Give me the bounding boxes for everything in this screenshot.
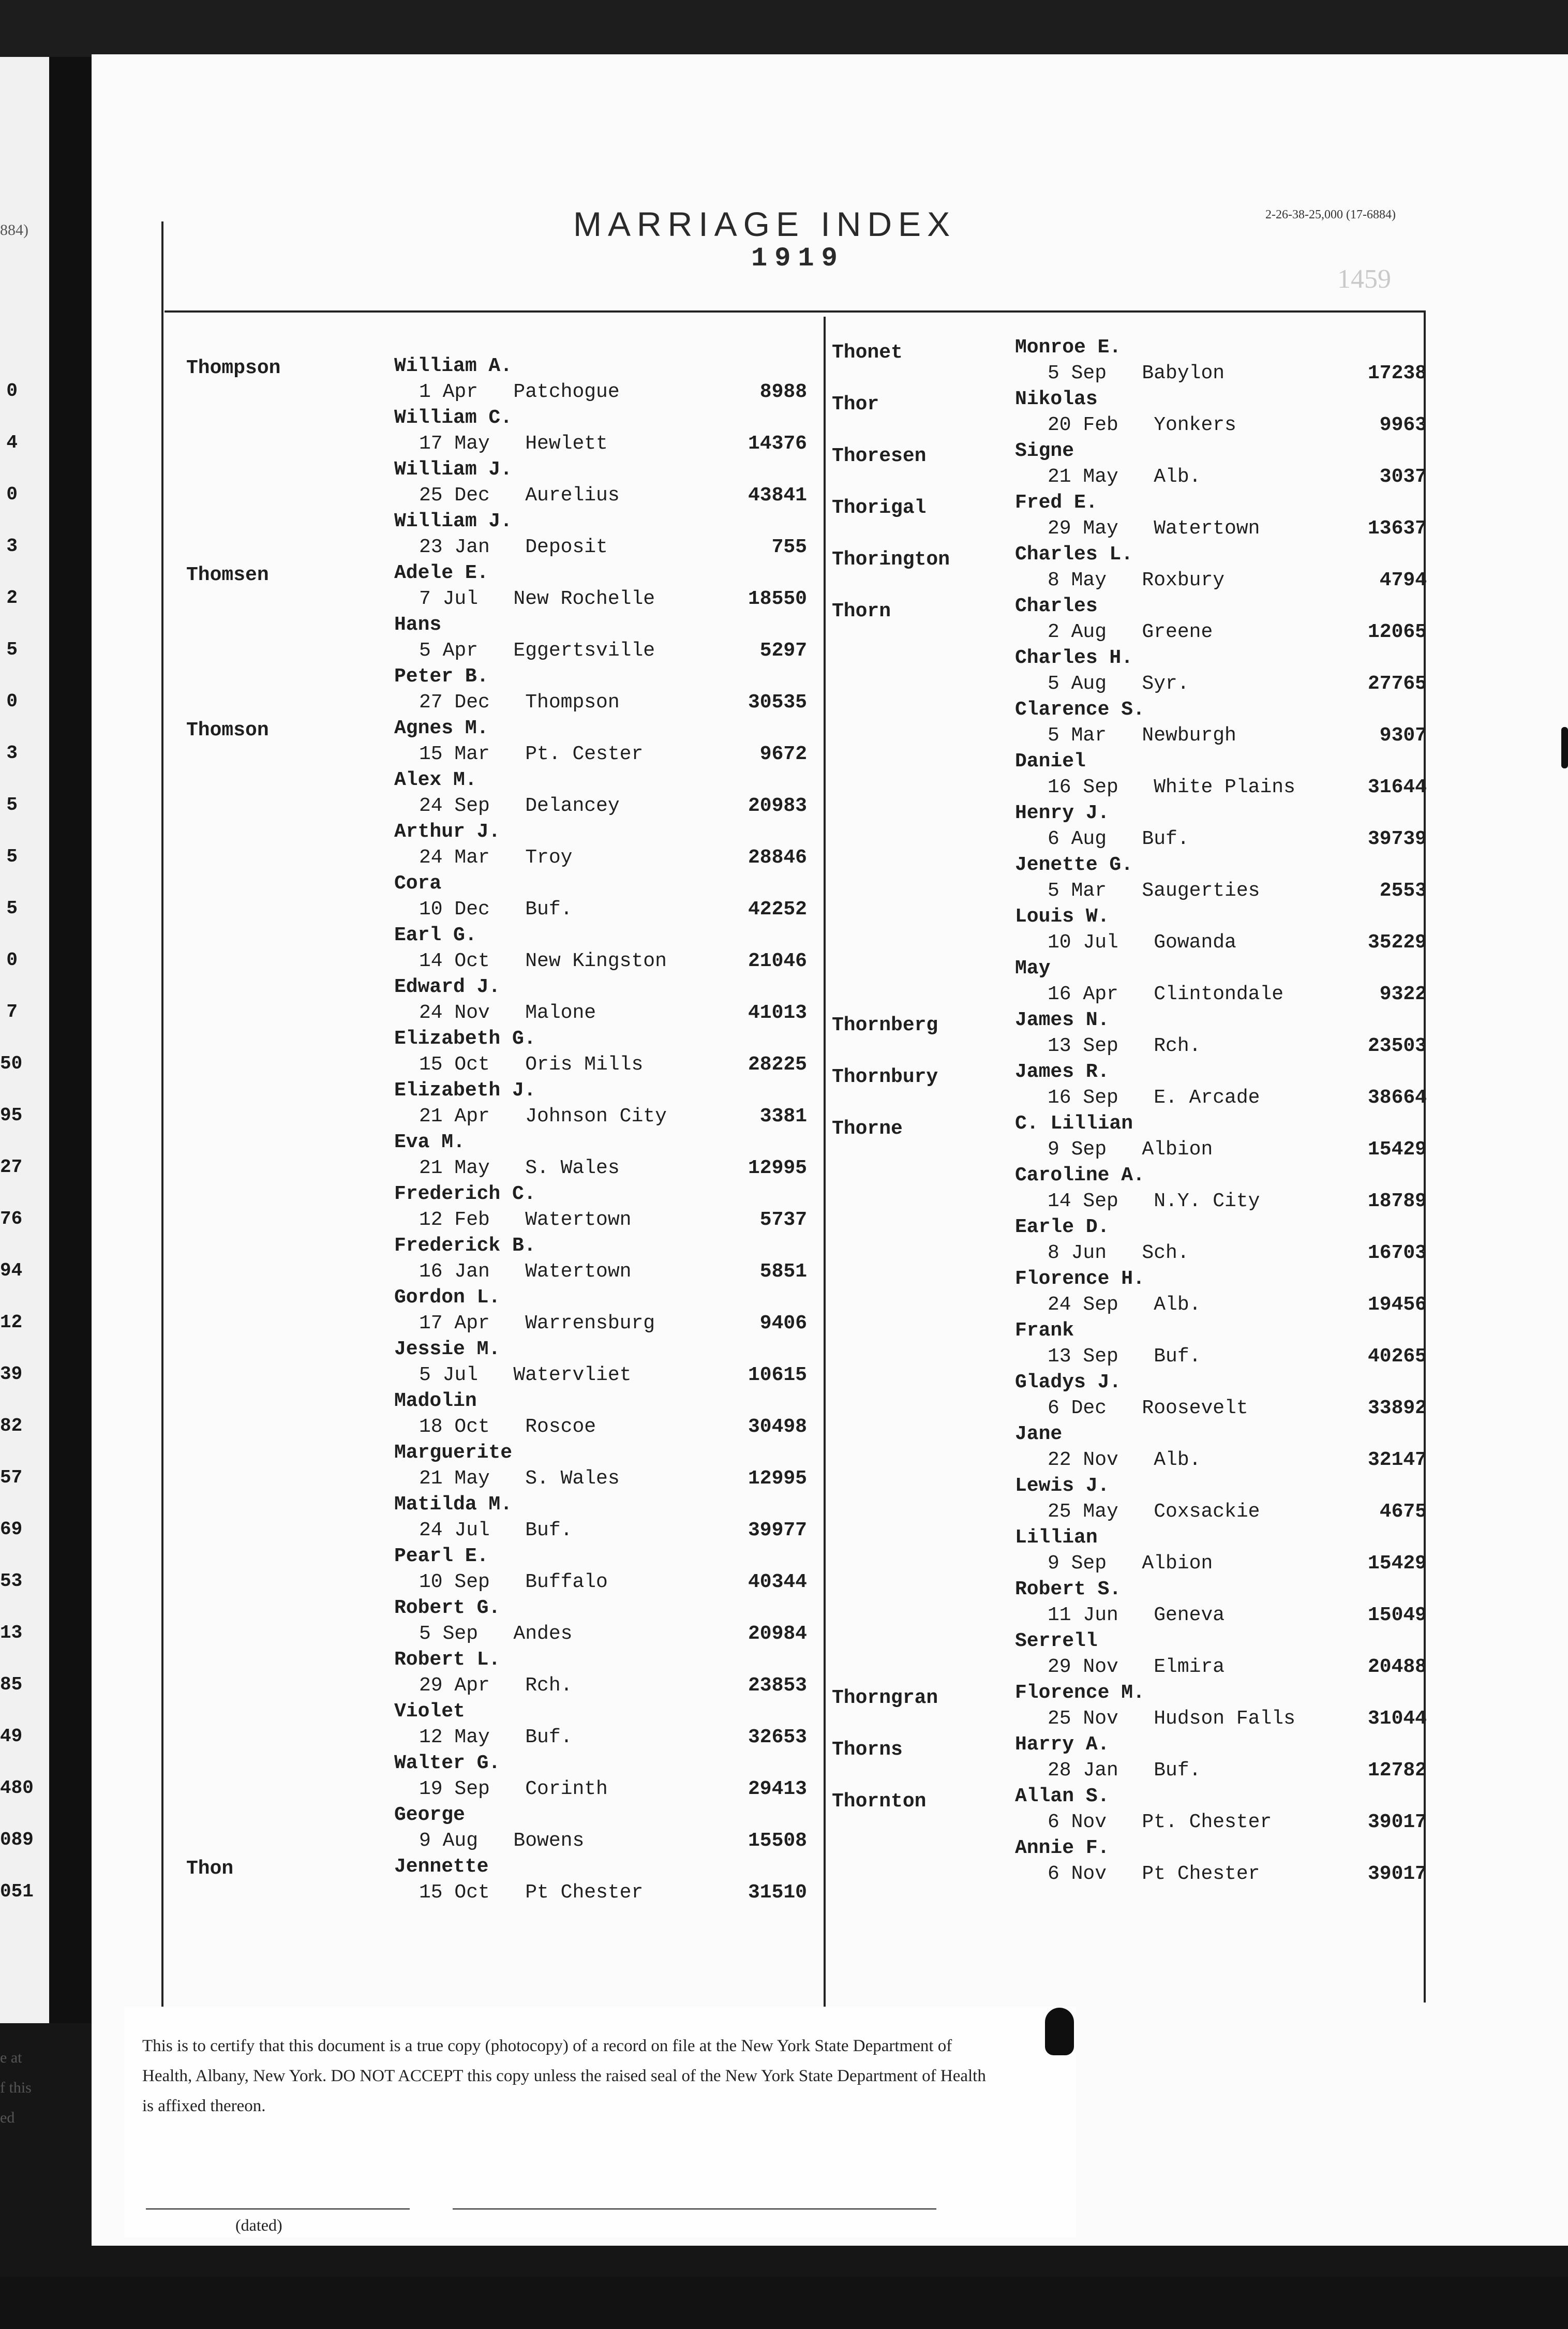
entry-surname: Thornton bbox=[832, 1790, 927, 1813]
entry-date-place: 24 Sep Alb. bbox=[1048, 1294, 1201, 1316]
entry-date-place: 13 Sep Rch. bbox=[1048, 1035, 1201, 1057]
entry-date-place: 20 Feb Yonkers bbox=[1048, 414, 1236, 436]
entry-date-place: 24 Nov Malone bbox=[419, 1002, 596, 1024]
entry-date-place: 11 Jun Geneva bbox=[1048, 1604, 1225, 1626]
entry-certificate-number: 31644 bbox=[1367, 776, 1427, 798]
entry-surname: Thomson bbox=[186, 719, 269, 741]
entry-given-name: Peter B. bbox=[394, 665, 489, 688]
entry-date-place: 12 Feb Watertown bbox=[419, 1209, 632, 1231]
previous-page-number: 7 bbox=[6, 1001, 18, 1022]
entry-given-name: Gladys J. bbox=[1015, 1371, 1122, 1393]
column-divider bbox=[824, 317, 826, 2024]
entry-date-place: 6 Dec Roosevelt bbox=[1048, 1397, 1248, 1419]
previous-page-number: 0 bbox=[6, 691, 18, 712]
entry-certificate-number: 28846 bbox=[748, 847, 807, 869]
entry-surname: Thomsen bbox=[186, 564, 269, 586]
previous-page-number: 69 bbox=[0, 1519, 23, 1540]
entry-date-place: 23 Jan Deposit bbox=[419, 536, 608, 558]
entry-certificate-number: 15429 bbox=[1367, 1552, 1427, 1575]
previous-page-number: 480 bbox=[0, 1777, 34, 1799]
entry-certificate-number: 4675 bbox=[1379, 1501, 1427, 1523]
entry-certificate-number: 9322 bbox=[1379, 983, 1427, 1005]
entry-surname: Thorn bbox=[832, 600, 891, 622]
entry-given-name: Lewis J. bbox=[1015, 1475, 1110, 1497]
previous-page-number: 95 bbox=[0, 1105, 23, 1126]
entry-certificate-number: 3037 bbox=[1379, 466, 1427, 488]
entry-certificate-number: 9672 bbox=[759, 743, 807, 765]
previous-page-number: 2 bbox=[6, 587, 18, 609]
entry-given-name: George bbox=[394, 1804, 465, 1826]
previous-page-number: 49 bbox=[0, 1726, 23, 1747]
entry-surname: Thorne bbox=[832, 1118, 903, 1140]
entry-given-name: Walter G. bbox=[394, 1752, 501, 1774]
form-code: 2-26-38-25,000 (17-6884) bbox=[1265, 208, 1396, 221]
entry-certificate-number: 41013 bbox=[748, 1002, 807, 1024]
previous-page-number: 57 bbox=[0, 1467, 23, 1488]
left-border-rule bbox=[161, 221, 163, 2022]
entry-surname: Thonet bbox=[832, 342, 903, 364]
entry-date-place: 13 Sep Buf. bbox=[1048, 1345, 1201, 1368]
previous-page-form-fragment: 884) bbox=[0, 221, 28, 239]
entry-certificate-number: 20983 bbox=[748, 795, 807, 817]
entry-given-name: William A. bbox=[394, 355, 513, 377]
entry-given-name: Frank bbox=[1015, 1319, 1074, 1342]
entry-certificate-number: 32653 bbox=[748, 1726, 807, 1748]
entry-certificate-number: 43841 bbox=[748, 484, 807, 507]
entry-certificate-number: 21046 bbox=[748, 950, 807, 972]
entry-given-name: Eva M. bbox=[394, 1131, 465, 1153]
entry-certificate-number: 8988 bbox=[759, 381, 807, 403]
entry-date-place: 5 Apr Eggertsville bbox=[419, 640, 655, 662]
entry-date-place: 16 Apr Clintondale bbox=[1048, 983, 1284, 1005]
entry-date-place: 17 May Hewlett bbox=[419, 433, 608, 455]
entry-date-place: 29 May Watertown bbox=[1048, 517, 1260, 540]
entry-surname: Thornbury bbox=[832, 1066, 938, 1088]
previous-page-number: 3 bbox=[6, 536, 18, 557]
page-number-stamp: 1459 bbox=[1337, 264, 1391, 294]
entry-date-place: 21 May Alb. bbox=[1048, 466, 1201, 488]
entry-certificate-number: 19456 bbox=[1367, 1294, 1427, 1316]
entry-date-place: 18 Oct Roscoe bbox=[419, 1416, 596, 1438]
entry-date-place: 8 May Roxbury bbox=[1048, 569, 1225, 591]
entry-given-name: Allan S. bbox=[1015, 1785, 1110, 1807]
entry-certificate-number: 32147 bbox=[1367, 1449, 1427, 1471]
entry-given-name: Edward J. bbox=[394, 976, 501, 998]
entry-certificate-number: 31510 bbox=[748, 1881, 807, 1904]
entry-given-name: Cora bbox=[394, 872, 442, 895]
entry-given-name: Monroe E. bbox=[1015, 336, 1122, 359]
entry-certificate-number: 14376 bbox=[748, 433, 807, 455]
entry-date-place: 5 Jul Watervliet bbox=[419, 1364, 632, 1386]
entry-certificate-number: 16703 bbox=[1367, 1242, 1427, 1264]
entry-given-name: William C. bbox=[394, 407, 513, 429]
entry-date-place: 29 Nov Elmira bbox=[1048, 1656, 1225, 1678]
entry-date-place: 24 Mar Troy bbox=[419, 847, 573, 869]
entry-given-name: James R. bbox=[1015, 1061, 1110, 1083]
entry-date-place: 21 May S. Wales bbox=[419, 1467, 620, 1490]
entry-given-name: Lillian bbox=[1015, 1526, 1098, 1549]
entry-given-name: Elizabeth J. bbox=[394, 1079, 536, 1102]
entry-certificate-number: 5737 bbox=[759, 1209, 807, 1231]
entry-certificate-number: 20984 bbox=[748, 1623, 807, 1645]
previous-page-number: 85 bbox=[0, 1674, 23, 1695]
entry-certificate-number: 12995 bbox=[748, 1157, 807, 1179]
entry-given-name: C. Lillian bbox=[1015, 1112, 1133, 1135]
entry-certificate-number: 18789 bbox=[1367, 1190, 1427, 1212]
entry-certificate-number: 42252 bbox=[748, 898, 807, 921]
entry-given-name: Harry A. bbox=[1015, 1733, 1110, 1756]
entry-given-name: Violet bbox=[394, 1700, 465, 1723]
dated-signature-line bbox=[146, 2208, 410, 2209]
entry-date-place: 25 May Coxsackie bbox=[1048, 1501, 1260, 1523]
previous-page-number: 3 bbox=[6, 743, 18, 764]
entry-surname: Thompson bbox=[186, 357, 281, 379]
previous-page-number: 39 bbox=[0, 1363, 23, 1385]
entry-given-name: Robert G. bbox=[394, 1597, 501, 1619]
signature-line bbox=[453, 2208, 936, 2209]
entry-date-place: 2 Aug Greene bbox=[1048, 621, 1213, 643]
entry-certificate-number: 30498 bbox=[748, 1416, 807, 1438]
entry-given-name: Robert S. bbox=[1015, 1578, 1122, 1600]
entry-certificate-number: 12782 bbox=[1367, 1759, 1427, 1782]
entry-given-name: Marguerite bbox=[394, 1442, 513, 1464]
previous-page-number: 94 bbox=[0, 1260, 23, 1281]
entry-given-name: Florence M. bbox=[1015, 1682, 1145, 1704]
entry-certificate-number: 9307 bbox=[1379, 724, 1427, 747]
entry-certificate-number: 15429 bbox=[1367, 1138, 1427, 1161]
entry-given-name: Jane bbox=[1015, 1423, 1063, 1445]
entry-date-place: 10 Sep Buffalo bbox=[419, 1571, 608, 1593]
entry-date-place: 29 Apr Rch. bbox=[419, 1674, 573, 1697]
entry-certificate-number: 31044 bbox=[1367, 1708, 1427, 1730]
entry-certificate-number: 755 bbox=[771, 536, 807, 558]
entry-certificate-number: 38664 bbox=[1367, 1087, 1427, 1109]
entry-date-place: 10 Dec Buf. bbox=[419, 898, 573, 921]
entry-date-place: 6 Nov Pt. Chester bbox=[1048, 1811, 1272, 1833]
previous-page-number: 0 bbox=[6, 380, 18, 402]
entry-date-place: 5 Mar Saugerties bbox=[1048, 880, 1260, 902]
entry-given-name: James N. bbox=[1015, 1009, 1110, 1031]
entry-given-name: Annie F. bbox=[1015, 1837, 1110, 1859]
entry-certificate-number: 30535 bbox=[748, 691, 807, 714]
scan-background-top bbox=[0, 0, 1568, 57]
entry-date-place: 9 Aug Bowens bbox=[419, 1830, 585, 1852]
previous-page-cert-fragment: f this bbox=[0, 2079, 32, 2096]
entry-date-place: 16 Jan Watertown bbox=[419, 1260, 632, 1283]
entry-given-name: Hans bbox=[394, 614, 442, 636]
entry-date-place: 5 Sep Andes bbox=[419, 1623, 573, 1645]
entry-certificate-number: 15049 bbox=[1367, 1604, 1427, 1626]
entry-given-name: Nikolas bbox=[1015, 388, 1098, 410]
entry-date-place: 16 Sep White Plains bbox=[1048, 776, 1295, 798]
entry-certificate-number: 13637 bbox=[1367, 517, 1427, 540]
entry-given-name: Frederick B. bbox=[394, 1235, 536, 1257]
entry-date-place: 1 Apr Patchogue bbox=[419, 381, 620, 403]
entry-date-place: 19 Sep Corinth bbox=[419, 1778, 608, 1800]
previous-page-number: 50 bbox=[0, 1053, 23, 1074]
entry-certificate-number: 3381 bbox=[759, 1105, 807, 1128]
entry-given-name: William J. bbox=[394, 510, 513, 532]
entry-certificate-number: 5297 bbox=[759, 640, 807, 662]
entry-surname: Thornberg bbox=[832, 1014, 938, 1036]
previous-page-cert-fragment: ed bbox=[0, 2109, 15, 2126]
entry-date-place: 6 Aug Buf. bbox=[1048, 828, 1189, 850]
previous-page-number: 82 bbox=[0, 1415, 23, 1436]
previous-page-number: 5 bbox=[6, 846, 18, 867]
previous-page-cert-fragment: e at bbox=[0, 2049, 22, 2066]
entry-certificate-number: 23503 bbox=[1367, 1035, 1427, 1057]
entry-surname: Thor bbox=[832, 393, 879, 416]
previous-page-number: 0 bbox=[6, 950, 18, 971]
entry-date-place: 16 Sep E. Arcade bbox=[1048, 1087, 1260, 1109]
entry-date-place: 14 Oct New Kingston bbox=[419, 950, 667, 972]
entry-certificate-number: 23853 bbox=[748, 1674, 807, 1697]
entry-date-place: 5 Mar Newburgh bbox=[1048, 724, 1236, 747]
entry-certificate-number: 28225 bbox=[748, 1054, 807, 1076]
entry-date-place: 24 Sep Delancey bbox=[419, 795, 620, 817]
entry-given-name: Agnes M. bbox=[394, 717, 489, 739]
previous-page-number: 4 bbox=[6, 432, 18, 453]
entry-certificate-number: 15508 bbox=[748, 1830, 807, 1852]
entry-certificate-number: 2553 bbox=[1379, 880, 1427, 902]
entry-date-place: 21 May S. Wales bbox=[419, 1157, 620, 1179]
entry-date-place: 9 Sep Albion bbox=[1048, 1552, 1213, 1575]
entry-given-name: Signe bbox=[1015, 440, 1074, 462]
previous-page-number: 53 bbox=[0, 1570, 23, 1592]
entry-date-place: 7 Jul New Rochelle bbox=[419, 588, 655, 610]
entry-given-name: May bbox=[1015, 957, 1051, 980]
entry-given-name: Elizabeth G. bbox=[394, 1028, 536, 1050]
entry-certificate-number: 39017 bbox=[1367, 1811, 1427, 1833]
entry-given-name: Fred E. bbox=[1015, 492, 1098, 514]
previous-page-number: 5 bbox=[6, 639, 18, 660]
entry-date-place: 17 Apr Warrensburg bbox=[419, 1312, 655, 1334]
entry-given-name: Jenette G. bbox=[1015, 854, 1133, 876]
entry-certificate-number: 27765 bbox=[1367, 673, 1427, 695]
entry-certificate-number: 39977 bbox=[748, 1519, 807, 1541]
entry-surname: Thon bbox=[186, 1858, 234, 1880]
entry-given-name: Madolin bbox=[394, 1390, 477, 1412]
entry-certificate-number: 10615 bbox=[748, 1364, 807, 1386]
previous-page-number: 27 bbox=[0, 1156, 23, 1178]
header-rule bbox=[165, 310, 1424, 313]
previous-page-number: 12 bbox=[0, 1312, 23, 1333]
page-title: MARRIAGE INDEX bbox=[573, 205, 957, 243]
entry-given-name: Earle D. bbox=[1015, 1216, 1110, 1238]
entry-date-place: 15 Oct Pt Chester bbox=[419, 1881, 644, 1904]
previous-page-number: 089 bbox=[0, 1829, 34, 1850]
entry-date-place: 9 Sep Albion bbox=[1048, 1138, 1213, 1161]
entry-certificate-number: 12065 bbox=[1367, 621, 1427, 643]
entry-given-name: Serrell bbox=[1015, 1630, 1098, 1652]
entry-given-name: Charles bbox=[1015, 595, 1098, 617]
entry-date-place: 21 Apr Johnson City bbox=[419, 1105, 667, 1128]
entry-certificate-number: 5851 bbox=[759, 1260, 807, 1283]
entry-given-name: Matilda M. bbox=[394, 1493, 513, 1516]
entry-certificate-number: 18550 bbox=[748, 588, 807, 610]
entry-date-place: 28 Jan Buf. bbox=[1048, 1759, 1201, 1782]
entry-given-name: Florence H. bbox=[1015, 1268, 1145, 1290]
entry-surname: Thorngran bbox=[832, 1687, 938, 1709]
entry-certificate-number: 17238 bbox=[1367, 362, 1427, 384]
entry-date-place: 25 Dec Aurelius bbox=[419, 484, 620, 507]
entry-date-place: 27 Dec Thompson bbox=[419, 691, 620, 714]
entry-date-place: 15 Mar Pt. Cester bbox=[419, 743, 644, 765]
entry-given-name: Charles H. bbox=[1015, 647, 1133, 669]
entry-given-name: Caroline A. bbox=[1015, 1164, 1145, 1186]
previous-page-number: 76 bbox=[0, 1208, 23, 1229]
entry-given-name: Louis W. bbox=[1015, 906, 1110, 928]
previous-page-number: 5 bbox=[6, 794, 18, 815]
dated-label: (dated) bbox=[235, 2216, 282, 2234]
entry-date-place: 25 Nov Hudson Falls bbox=[1048, 1708, 1295, 1730]
scan-background-bottom bbox=[0, 2277, 1568, 2329]
entry-given-name: Jessie M. bbox=[394, 1338, 501, 1360]
entry-given-name: Pearl E. bbox=[394, 1545, 489, 1567]
entry-certificate-number: 40265 bbox=[1367, 1345, 1427, 1368]
binding-spine bbox=[49, 57, 92, 2023]
entry-given-name: Clarence S. bbox=[1015, 699, 1145, 721]
entry-given-name: Adele E. bbox=[394, 562, 489, 584]
entry-certificate-number: 12995 bbox=[748, 1467, 807, 1490]
entry-certificate-number: 9406 bbox=[759, 1312, 807, 1334]
entry-surname: Thorns bbox=[832, 1739, 903, 1761]
entry-given-name: William J. bbox=[394, 458, 513, 481]
entry-certificate-number: 35229 bbox=[1367, 931, 1427, 954]
entry-given-name: Frederich C. bbox=[394, 1183, 536, 1205]
entry-given-name: Henry J. bbox=[1015, 802, 1110, 824]
entry-date-place: 14 Sep N.Y. City bbox=[1048, 1190, 1260, 1212]
entry-date-place: 6 Nov Pt Chester bbox=[1048, 1863, 1260, 1885]
edge-mark bbox=[1561, 727, 1568, 768]
entry-certificate-number: 33892 bbox=[1367, 1397, 1427, 1419]
entry-surname: Thoresen bbox=[832, 445, 927, 467]
entry-certificate-number: 39739 bbox=[1367, 828, 1427, 850]
entry-date-place: 24 Jul Buf. bbox=[419, 1519, 573, 1541]
entry-given-name: Alex M. bbox=[394, 769, 477, 791]
index-year: 1919 bbox=[751, 243, 845, 274]
entry-certificate-number: 39017 bbox=[1367, 1863, 1427, 1885]
entry-date-place: 5 Sep Babylon bbox=[1048, 362, 1225, 384]
entry-given-name: Jennette bbox=[394, 1856, 489, 1878]
entry-date-place: 12 May Buf. bbox=[419, 1726, 573, 1748]
entry-date-place: 5 Aug Syr. bbox=[1048, 673, 1189, 695]
entry-given-name: Daniel bbox=[1015, 750, 1086, 773]
entry-date-place: 22 Nov Alb. bbox=[1048, 1449, 1201, 1471]
entry-certificate-number: 9963 bbox=[1379, 414, 1427, 436]
entry-given-name: Robert L. bbox=[394, 1649, 501, 1671]
entry-given-name: Charles L. bbox=[1015, 543, 1133, 566]
previous-page-number: 13 bbox=[0, 1622, 23, 1643]
entry-date-place: 15 Oct Oris Mills bbox=[419, 1054, 644, 1076]
entry-given-name: Arthur J. bbox=[394, 821, 501, 843]
entry-certificate-number: 40344 bbox=[748, 1571, 807, 1593]
entry-surname: Thorington bbox=[832, 548, 950, 571]
previous-page-number: 0 bbox=[6, 484, 18, 505]
entry-date-place: 10 Jul Gowanda bbox=[1048, 931, 1236, 954]
entry-given-name: Gordon L. bbox=[394, 1286, 501, 1309]
previous-page-number: 5 bbox=[6, 898, 18, 919]
certification-text: This is to certify that this document is a true copy (photocopy) of a record on file at the New York State Department of Health, Albany, New York. DO NOT ACCEPT this copy unless the raised seal of the New York State Department of Health is affixed thereon. bbox=[142, 2037, 986, 2115]
previous-page-number: 051 bbox=[0, 1881, 34, 1902]
entry-certificate-number: 20488 bbox=[1367, 1656, 1427, 1678]
entry-certificate-number: 29413 bbox=[748, 1778, 807, 1800]
entry-certificate-number: 4794 bbox=[1379, 569, 1427, 591]
entry-surname: Thorigal bbox=[832, 497, 927, 519]
ink-blot bbox=[1045, 2008, 1074, 2055]
entry-date-place: 8 Jun Sch. bbox=[1048, 1242, 1189, 1264]
entry-given-name: Earl G. bbox=[394, 924, 477, 946]
